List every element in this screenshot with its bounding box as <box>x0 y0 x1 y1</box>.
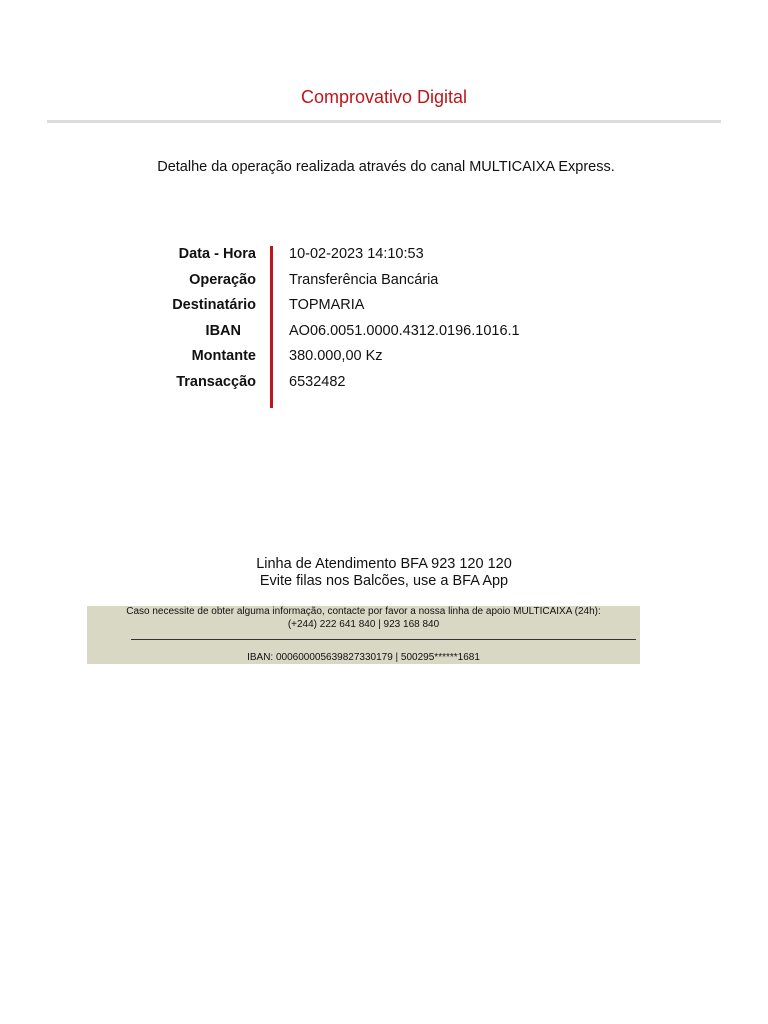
title-divider <box>47 120 721 123</box>
detail-label: Montante <box>191 348 256 364</box>
detail-row-operation <box>0 270 768 290</box>
footer-box <box>87 606 640 664</box>
detail-row-iban <box>0 321 768 341</box>
intro-text: Detalhe da operação realizada através do canal MULTICAIXA Express. <box>157 159 615 175</box>
footer-iban: IBAN: 000600005639827330179 | 500295******1681 <box>247 652 480 663</box>
support-info <box>0 556 768 590</box>
detail-label: Destinatário <box>172 297 256 313</box>
detail-label: IBAN <box>205 323 241 339</box>
app-promo-line: Evite filas nos Balcões, use a BFA App <box>259 573 509 589</box>
detail-value: 10-02-2023 14:10:53 <box>289 246 424 262</box>
detail-value: Transferência Bancária <box>289 272 439 288</box>
footer-info-text: Caso necessite de obter alguma informação, contacte por favor a nossa linha de apoio MULTICAIXA (24h): <box>126 606 601 617</box>
detail-value: TOPMARIA <box>289 297 365 313</box>
details-table <box>0 244 768 410</box>
detail-row-date-time <box>0 244 768 264</box>
detail-label: Operação <box>189 272 256 288</box>
detail-value: 380.000,00 Kz <box>289 348 383 364</box>
footer-phones: (+244) 222 641 840 | 923 168 840 <box>287 619 440 630</box>
detail-row-recipient <box>0 295 768 315</box>
detail-row-transaction <box>0 372 768 392</box>
detail-value: AO06.0051.0000.4312.0196.1016.1 <box>289 323 520 339</box>
details-divider <box>270 246 273 408</box>
detail-row-amount <box>0 346 768 366</box>
page-title: Comprovativo Digital <box>300 87 468 107</box>
detail-label: Transacção <box>176 374 256 390</box>
detail-label: Data - Hora <box>178 246 256 262</box>
footer-divider <box>131 639 636 640</box>
support-line: Linha de Atendimento BFA 923 120 120 <box>256 556 512 572</box>
detail-value: 6532482 <box>289 374 346 390</box>
